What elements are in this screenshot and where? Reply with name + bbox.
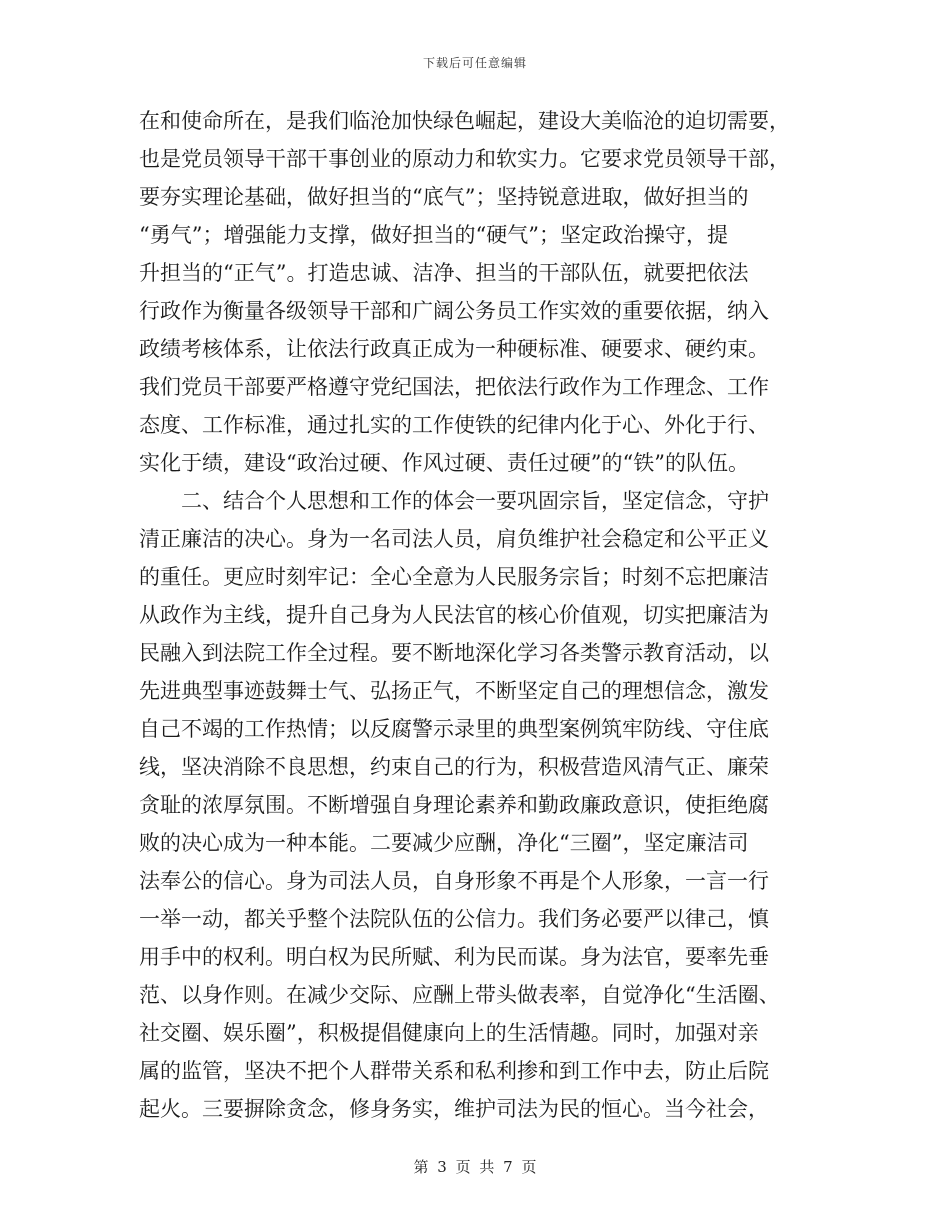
text-line: 态度、工作标准，通过扎实的工作使铁的纪律内化于心、外化于行、 [139,413,769,437]
text-line: 的重任。更应时刻牢记：全心全意为人民服务宗旨；时刻不忘把廉洁 [139,565,769,589]
text-line: 先进典型事迹鼓舞士气、弘扬正气，不断坚定自己的理想信念，激发 [139,679,769,703]
text-line: 我们党员干部要严格遵守党纪国法，把依法行政作为工作理念、工作 [139,375,769,399]
text-line: “勇气”；增强能力支撑，做好担当的“硬气”；坚定政治操守，提 [139,223,728,247]
text-line: 法奉公的信心。身为司法人员，自身形象不再是个人形象，一言一行 [139,869,769,893]
text-line: 败的决心成为一种本能。二要减少应酬，净化“三圈”，坚定廉洁司 [139,831,749,855]
text-line: 升担当的“正气”。打造忠诚、洁净、担当的干部队伍，就要把依法 [139,261,749,285]
text-line: 民融入到法院工作全过程。要不断地深化学习各类警示教育活动，以 [139,641,769,665]
text-line: 政绩考核体系，让依法行政真正成为一种硬标准、硬要求、硬约束。 [139,337,769,361]
text-line: 一举一动，都关乎整个法院队伍的公信力。我们务必要严以律己，慎 [139,907,769,931]
text-line: 社交圈、娱乐圈”，积极提倡健康向上的生活情趣。同时，加强对亲 [139,1021,759,1045]
text-line: 属的监管，坚决不把个人群带关系和私利掺和到工作中去，防止后院 [139,1059,769,1083]
text-line: 在和使命所在，是我们临沧加快绿色崛起，建设大美临沧的迫切需要， [139,109,790,133]
text-line: 要夯实理论基础，做好担当的“底气”；坚持锐意进取，做好担当的 [139,185,749,209]
text-line: 线，坚决消除不良思想，约束自己的行为，积极营造风清气正、廉荣 [139,755,769,779]
page-header: 下载后可任意编辑 [422,56,527,70]
text-line: 范、以身作则。在减少交际、应酬上带头做表率，自觉净化“生活圈、 [139,983,780,1007]
text-line: 行政作为衡量各级领导干部和广阔公务员工作实效的重要依据，纳入 [139,299,769,323]
page-footer: 第 3 页 共 7 页 [413,1158,537,1176]
text-line: 自己不竭的工作热情；以反腐警示录里的典型案例筑牢防线、守住底 [139,717,769,741]
text-line: 从政作为主线，提升自己身为人民法官的核心价值观，切实把廉洁为 [139,603,769,627]
text-line: 也是党员领导干部干事创业的原动力和软实力。它要求党员领导干部， [139,147,790,171]
text-line: 实化于绩，建设“政治过硬、作风过硬、责任过硬”的“铁”的队伍。 [139,451,749,475]
text-line: 贪耻的浓厚氛围。不断增强自身理论素养和勤政廉政意识，使拒绝腐 [139,793,769,817]
text-line: 二、结合个人思想和工作的体会一要巩固宗旨，坚定信念，守护 [139,489,769,513]
text-line: 起火。三要摒除贪念，修身务实，维护司法为民的恒心。当今社会， [139,1097,769,1121]
text-line: 清正廉洁的决心。身为一名司法人员，肩负维护社会稳定和公平正义 [139,527,769,551]
body-text [139,102,811,1128]
text-line: 用手中的权利。明白权为民所赋、利为民而谋。身为法官，要率先垂 [139,945,769,969]
